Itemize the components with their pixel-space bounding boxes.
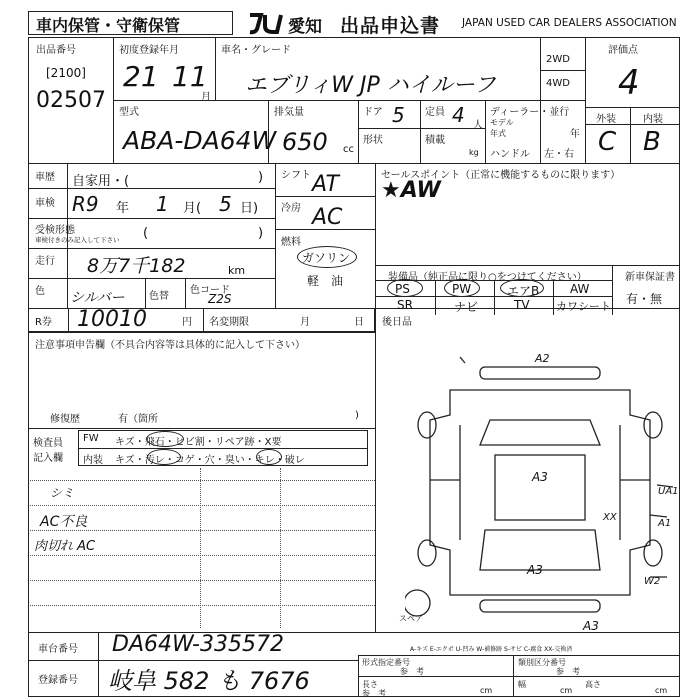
recycle-label: R券 [35,317,52,328]
inspection-day: 5 [219,192,232,216]
dealer-label: ディーラー・並行 [490,107,570,118]
dealer-year-unit: 年 [570,129,580,140]
fw-label: FW [83,433,99,444]
chassis-value: DA64W-335572 [112,632,284,657]
width-label: 幅 [518,680,526,689]
spare-label: スペア [399,614,423,623]
repair-value: 有（箇所 [118,414,158,425]
bottom-cell1-ref: 参 考 [400,667,424,676]
length-ref: 参 考 [362,689,386,698]
color-code-label: 色コード [190,285,230,296]
selling-points-value: ★AW [381,178,441,203]
equip-ps-circle [387,279,423,297]
height-label: 高さ [585,680,601,689]
displacement-label: 排気量 [274,107,304,118]
equip-ps: PS [395,282,410,296]
inspection-era: R9 [72,192,99,216]
notes-label: 注意事項申告欄（不具合内容等は具体的に記入して下さい） [35,340,305,351]
model-value: エブリィW JP ハイルーフ [245,73,496,98]
dealer-year-label: 年式 [490,129,506,138]
equip-navi: ナビ [454,300,479,314]
history-close: ) [258,170,264,185]
equip-airbag-circle [500,279,544,297]
shift-label: シフト [281,170,311,181]
diagram-mark-xx: XX [603,512,617,523]
drive-4wd: 4WD [546,78,570,89]
diagram-mark-w2: W2 [644,576,661,587]
lot-code: [2100] [46,66,86,80]
warranty-options: 有・無 [626,292,663,306]
fw-chip-circle [146,431,184,447]
bottom-cell1-label: 形式指定番号 [362,658,410,667]
inspection-day-unit: 日) [240,201,259,216]
history-label: 車歴 [35,172,55,183]
capacity-value: 4 [452,103,465,127]
equip-tv: TV [514,298,530,312]
load-label: 積載 [425,135,445,146]
inspector-note-2: AC不良 [40,514,88,530]
registration-value: 岐阜 582 も 7676 [108,667,310,695]
length-label: 長さ [362,680,378,689]
name-change-month: 月 [300,317,310,328]
rating-label: 評価点 [608,45,638,56]
ac-label: 冷房 [281,203,301,214]
height-unit: cm [655,686,668,695]
interior-dirt-circle [147,449,181,465]
fuel-diesel: 軽 油 [307,274,344,288]
interior-options: キズ・汚レ・コゲ・穴・臭い・キレ・破レ [115,455,305,466]
interior-inspect-label: 内装 [83,455,103,466]
equip-sr: SR [397,298,413,312]
width-unit: cm [560,686,573,695]
receipt-label: 受検形態 [35,225,75,236]
diagram-mark-a1: A1 [658,518,672,529]
shift-value: AT [312,172,339,197]
fw-options: キズ・飛石・ヒビ割・リペア跡・X要 [115,437,282,448]
inspection-year-unit: 年 [116,201,130,216]
interior-smell-circle [256,449,282,465]
displacement-unit: cc [343,144,354,155]
rating-interior-label: 内装 [643,114,663,125]
equipment-label: 装備品（純正品に限り○をつけてください） [388,272,587,283]
inspection-month-unit: 月( [183,201,202,216]
ju-logo [247,11,287,35]
equip-aw: AW [570,282,590,296]
color-value: シルバー [70,290,125,306]
receipt-note: 車検付きのみ記入して下さい [35,236,120,244]
name-change-label: 名変期限 [209,317,249,328]
first-reg-label: 初度登録年月 [119,45,179,56]
selling-points-label: セールスポイント（正常に機能するものに限ります） [381,170,621,181]
equip-pw: PW [452,282,472,296]
receipt-close: ) [258,226,264,241]
rating-exterior: C [598,127,617,157]
equip-seat: カワシート [556,300,611,313]
handle-label: ハンドル [490,149,530,160]
form-title: 出品申込書 [340,15,441,37]
diagram-mark-ua1: UA1 [658,486,679,497]
first-reg-year: 21 [123,60,159,93]
handle-options: 左・右 [544,149,574,160]
color-code: Z2S [208,292,232,306]
lot-label: 出品番号 [36,45,76,56]
receipt-open: ( [143,226,149,241]
length-unit: cm [480,686,493,695]
inspector-note-3: 肉切れ AC [34,539,96,554]
recycle-unit: 円 [182,317,192,328]
color-label: 色 [35,286,45,297]
fuel-label: 燃料 [281,237,301,248]
diagram-mark-a2: A2 [535,352,550,365]
equip-airbag: エアB [507,284,540,298]
capacity-label: 定員 [425,107,445,118]
org-name-ja: 愛知 [288,17,322,37]
org-name-en: JAPAN USED CAR DEALERS ASSOCIATION [462,17,677,29]
drive-2wd: 2WD [546,54,570,65]
color-change-label: 色替 [149,291,169,302]
mileage-unit: km [228,264,246,277]
first-reg-month-unit: 月 [201,92,211,103]
ac-value: AC [312,205,343,230]
load-unit: kg [469,148,479,157]
model-label: 車名・グレード [221,45,291,56]
history-value: 自家用・( [72,174,130,189]
registration-label: 登録番号 [38,675,78,686]
rating-exterior-label: 外装 [596,114,616,125]
warranty-label: 新車保証書 [625,272,675,283]
bottom-cell2-ref: 参 考 [556,667,580,676]
equip-pw-circle [444,279,480,297]
inspector-label-2: 記入欄 [33,453,63,464]
diagram-mark-a3-rear: A3 [527,563,543,577]
recycle-value: 10010 [77,307,147,332]
inspector-label-1: 検査員 [33,438,63,449]
inspector-note-1: シミ [50,486,75,500]
repair-close: ) [355,410,359,421]
doors-label: ドア [363,107,383,118]
diagram-mark-a3-bumper: A3 [583,619,599,633]
type-value: ABA-DA64W [123,126,277,155]
name-change-day: 日 [354,317,364,328]
inspection-label: 車検 [35,198,55,209]
type-label: 型式 [119,107,139,118]
fuel-gasoline: ガソリン [302,251,351,265]
diagram-legend: A-キズ E-エクボ U-凹み W-補修跡 S-サビ C-腐食 XX-交換済 [410,646,573,653]
shape-label: 形状 [363,135,383,146]
lot-number: 02507 [36,88,106,113]
dealer-model-label: モデル [490,118,514,127]
rating-interior: B [643,127,661,157]
doors-value: 5 [392,103,405,127]
diagram-mark-a3-roof: A3 [532,470,548,484]
inspection-month: 1 [156,192,169,216]
capacity-unit: 人 [473,120,483,131]
repair-label: 修復歴 [50,414,80,425]
bottom-cell2-label: 類別区分番号 [518,658,566,667]
first-reg-month: 11 [172,60,208,93]
category-label: 車内保管・守衛保管 [36,16,181,35]
displacement-value: 650 [282,128,328,156]
rating-score: 4 [618,63,640,103]
mileage-label: 走行 [35,256,55,267]
later-docs-label: 後日品 [382,317,412,328]
mileage-value: 8万7千182 [87,255,186,277]
car-damage-diagram [405,345,680,630]
chassis-label: 車台番号 [38,644,78,655]
